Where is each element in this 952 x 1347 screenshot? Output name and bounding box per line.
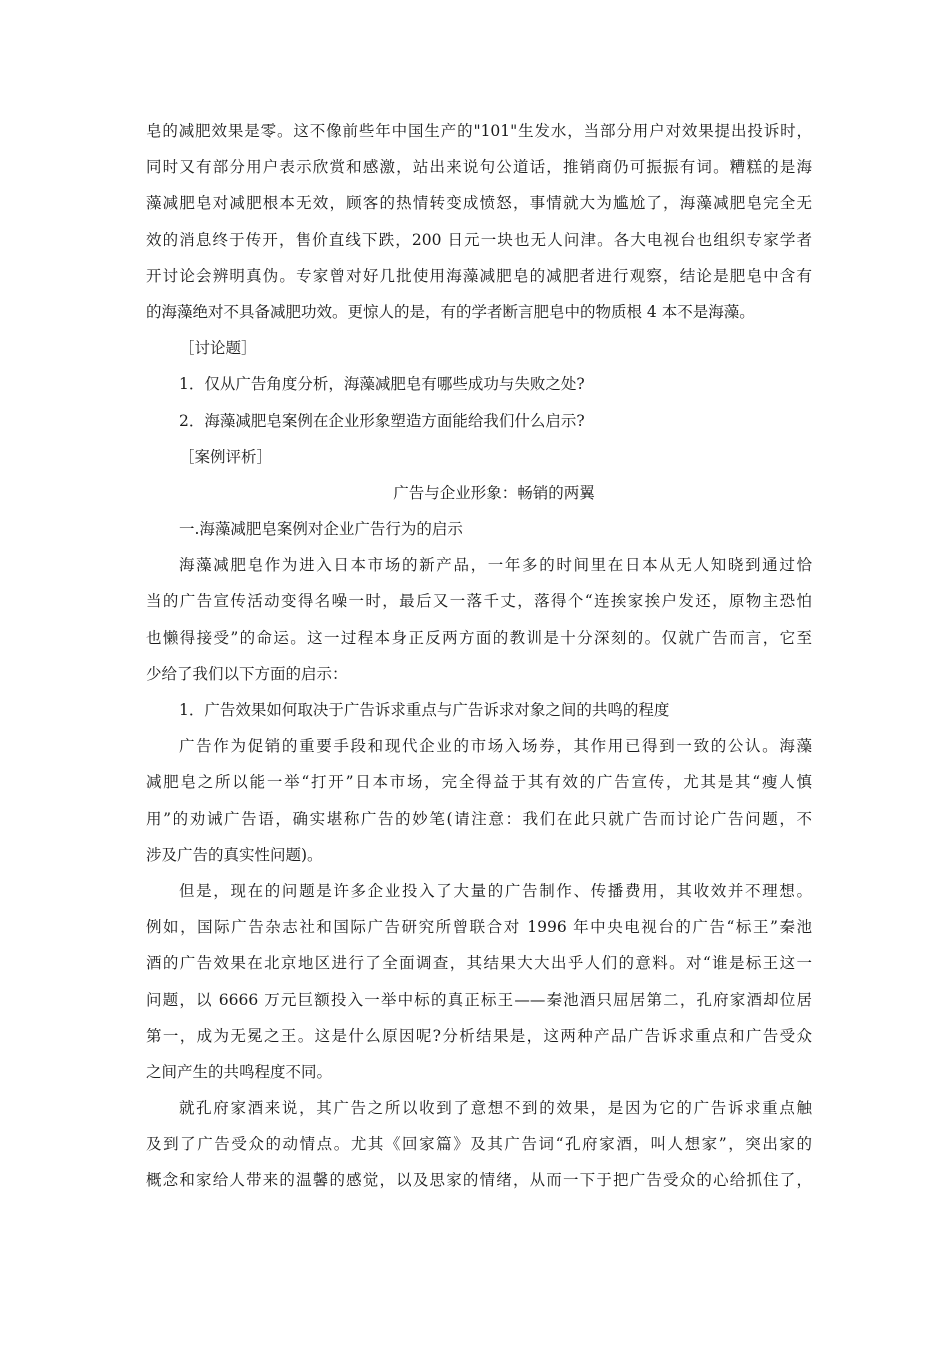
paragraph-line: 的海藻绝对不具备减肥功效。更惊人的是，有的学者断言肥皂中的物质根 4 本不是海藻。 — [146, 302, 755, 321]
paragraph-line: 广告作为促销的重要手段和现代企业的市场入场券，其作用已得到一致的公认。海藻 — [179, 737, 812, 756]
paragraph-line: 涉及广告的真实性问题)。 — [146, 845, 323, 864]
paragraph-line: 第一，成为无冕之王。这是什么原因呢?分析结果是，这两种产品广告诉求重点和广告受众 — [146, 1026, 812, 1045]
paragraph-line: 例如，国际广告杂志社和国际广告研究所曾联合对 1996 年中央电视台的广告“标王”秦池 — [146, 918, 812, 937]
discussion-question-2: 2．海藻减肥皂案例在企业形象塑造方面能给我们什么启示? — [179, 411, 585, 430]
paragraph-line: 藻减肥皂对减肥根本无效，顾客的热情转变成愤怒，事情就大为尴尬了，海藻减肥皂完全无 — [146, 194, 812, 213]
paragraph-line: 及到了广告受众的动情点。尤其《回家篇》及其广告词“孔府家酒，叫人想家”，突出家的 — [146, 1135, 812, 1154]
paragraph-line: 概念和家给人带来的温馨的感觉，以及思家的情绪，从而一下于把广告受众的心给抓住了， — [146, 1171, 812, 1190]
section-label-discussion: ［讨论题］ — [179, 339, 257, 358]
paragraph-line: 海藻减肥皂作为进入日本市场的新产品，一年多的时间里在日本从无人知晓到通过恰 — [179, 556, 812, 575]
subheading-1: 1．广告效果如何取决于广告诉求重点与广告诉求对象之间的共鸣的程度 — [179, 701, 670, 719]
paragraph-line: 少给了我们以下方面的启示： — [146, 664, 348, 683]
paragraph-line: 之间产生的共鸣程度不同。 — [146, 1062, 333, 1081]
paragraph-line: 减肥皂之所以能一举“打开”日本市场，完全得益于其有效的广告宣传，尤其是其“瘦人慎 — [146, 773, 812, 792]
section-label-case-analysis: ［案例评析］ — [179, 447, 273, 466]
paragraph-line: 也懒得接受”的命运。这一过程本身正反两方面的教训是十分深刻的。仅就广告而言，它至 — [146, 628, 812, 647]
paragraph-line: 当的广告宣传活动变得名噪一时，最后又一落千丈，落得个“连挨家挨户发还，原物主恐怕 — [146, 592, 812, 611]
section-heading-1: 一.海藻减肥皂案例对企业广告行为的启示 — [179, 520, 463, 539]
paragraph-line: 同时又有部分用户表示欣赏和感激，站出来说句公道话，推销商仍可振振有词。糟糕的是海 — [146, 158, 812, 177]
paragraph-line: 皂的减肥效果是零。这不像前些年中国生产的"101"生发水，当部分用户对效果提出投诉时， — [146, 122, 812, 140]
paragraph-line: 但是，现在的问题是许多企业投入了大量的广告制作、传播费用，其收效并不理想。 — [179, 881, 812, 900]
analysis-title: 广告与企业形象：畅销的两翼 — [393, 483, 595, 502]
discussion-question-1: 1．仅从广告角度分析，海藻减肥皂有哪些成功与失败之处? — [179, 375, 585, 394]
paragraph-line: 用”的劝诫广告语，确实堪称广告的妙笔(请注意：我们在此只就广告而讨论广告问题，不 — [146, 809, 812, 828]
paragraph-line: 开讨论会辨明真伪。专家曾对好几批使用海藻减肥皂的减肥者进行观察，结论是肥皂中含有 — [146, 266, 812, 285]
paragraph-line: 就孔府家酒来说，其广告之所以收到了意想不到的效果，是因为它的广告诉求重点触 — [179, 1099, 812, 1118]
paragraph-line: 问题，以 6666 万元巨额投入一举中标的真正标王——秦池酒只屈居第二，孔府家酒却位居 — [146, 990, 812, 1009]
document-body — [146, 113, 812, 1199]
paragraph-line: 酒的广告效果在北京地区进行了全面调查，其结果大大出乎人们的意料。对“谁是标王这一 — [146, 954, 812, 973]
paragraph-line: 效的消息终于传开，售价直线下跌，200 日元一块也无人问津。各大电视台也组织专家学者 — [146, 230, 812, 249]
